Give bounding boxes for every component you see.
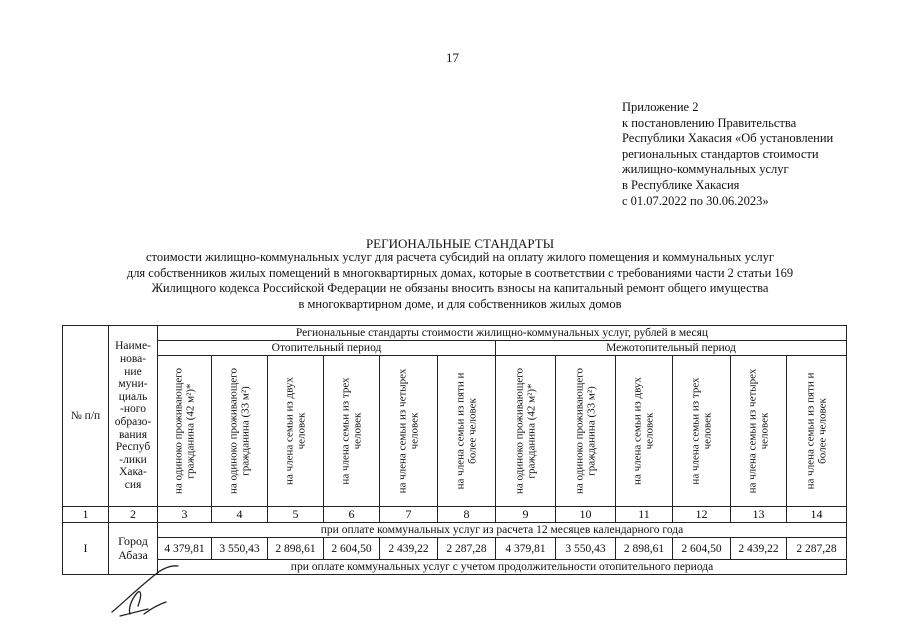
value-cell: 4 379,81 — [158, 538, 212, 560]
appendix-line: с 01.07.2022 по 30.06.2023» — [622, 193, 769, 208]
subheader-label: на члена семьи из четырех человек — [396, 368, 420, 494]
header-nonheating-period: Межотопительный период — [496, 341, 847, 356]
subheader-label: на члена семьи из четырех человек — [746, 368, 770, 494]
column-number: 2 — [109, 507, 158, 523]
subtitle-line: стоимости жилищно-коммунальных услуг для расчета субсидий на оплату жилого помещения и коммунальных услуг — [145, 250, 774, 264]
header-municipality-line: Респуб — [115, 441, 151, 454]
subtitle-line: в многоквартирном доме, и для собственников жилых домов — [298, 296, 622, 311]
header-regional-standards: Региональные стандарты стоимости жилищно-коммунальных услуг, рублей в месяц — [158, 326, 847, 341]
column-number: 13 — [731, 507, 787, 523]
header-municipality-line: Хака- — [119, 466, 147, 479]
appendix-block — [622, 100, 833, 209]
subheader-cell — [673, 356, 731, 507]
column-number: 1 — [63, 507, 109, 523]
subheader-cell — [556, 356, 616, 507]
value-cell: 4 379,81 — [496, 538, 556, 560]
appendix-line: к постановлению Правительства — [622, 115, 797, 130]
column-number: 10 — [556, 507, 616, 523]
appendix-line: в Республике Хакасия — [622, 177, 740, 192]
column-number: 4 — [212, 507, 268, 523]
header-municipality-line: -ного — [120, 403, 146, 416]
subheader-cell — [324, 356, 380, 507]
column-number: 5 — [268, 507, 324, 523]
header-municipality-line: ние — [124, 365, 142, 378]
signature-stroke — [112, 566, 178, 616]
value-cell: 2 439,22 — [731, 538, 787, 560]
header-municipality-line: -лики — [119, 453, 147, 466]
subheader-label: на одиноко проживающего гражданина (42 м²)* — [513, 368, 537, 494]
value-cell: 2 604,50 — [324, 538, 380, 560]
subtitle-line: Жилищного кодекса Российской Федерации не обязаны вносить взносы на капитальный ремонт общего имущества — [151, 281, 769, 295]
value-cell: 3 550,43 — [556, 538, 616, 560]
header-municipality-line: циаль — [118, 390, 148, 403]
header-municipality-line: образо- — [114, 416, 152, 428]
value-cell: 2 287,28 — [438, 538, 496, 560]
subtitle-line: для собственников жилых помещений в многоквартирных домах, которые в соответствии с требованиями части 2 статьи 169 — [126, 265, 794, 280]
page-number: 17 — [446, 50, 459, 65]
value-cell: 2 439,22 — [380, 538, 438, 560]
value-cell: 2 287,28 — [787, 538, 847, 560]
subheader-label: на одиноко проживающего гражданина (42 м²)* — [172, 368, 196, 494]
subheader-label: на члена семьи из двух человек — [631, 377, 655, 485]
standards-table — [62, 325, 847, 575]
subheader-cell — [438, 356, 496, 507]
subheader-cell — [212, 356, 268, 507]
municipality-name: Город Абаза — [109, 523, 158, 575]
subheader-cell — [496, 356, 556, 507]
subheader-cell — [787, 356, 847, 507]
column-number: 12 — [673, 507, 731, 523]
column-number: 7 — [380, 507, 438, 523]
subheader-label: на члена семьи из пяти и более человек — [804, 372, 828, 490]
value-cell: 2 604,50 — [673, 538, 731, 560]
subheader-cell — [616, 356, 673, 507]
column-number: 14 — [787, 507, 847, 523]
subheader-cell — [380, 356, 438, 507]
appendix-line: Республики Хакасия «Об установлении — [622, 131, 834, 146]
column-number: 6 — [324, 507, 380, 523]
value-cell: 2 898,61 — [616, 538, 673, 560]
header-municipality-line: муни- — [118, 378, 148, 391]
subheader-cell — [268, 356, 324, 507]
value-cell: 3 550,43 — [212, 538, 268, 560]
subheader-label: на члена семьи из трех человек — [689, 377, 713, 485]
header-municipality-line: вания — [119, 428, 147, 441]
header-municipality — [109, 326, 158, 507]
header-number: № п/п — [63, 326, 109, 507]
appendix-line: региональных стандартов стоимости — [622, 146, 819, 161]
document-subtitle — [90, 250, 830, 312]
column-number: 9 — [496, 507, 556, 523]
subheader-label: на члена семьи из пяти и более человек — [454, 372, 478, 490]
subheader-label: на члена семьи из трех человек — [339, 377, 363, 485]
value-cell: 2 898,61 — [268, 538, 324, 560]
signature-mark — [108, 562, 188, 622]
header-municipality-line: сия — [124, 478, 142, 491]
band-annual: при оплате коммунальных услуг из расчета 12 месяцев календарного года — [158, 523, 847, 538]
band-heating: при оплате коммунальных услуг с учетом продолжительности отопительного периода — [158, 560, 847, 575]
row-number: I — [63, 523, 109, 575]
appendix-line: жилищно-коммунальных услуг — [622, 162, 789, 177]
subheader-cell — [731, 356, 787, 507]
column-number: 3 — [158, 507, 212, 523]
subheader-label: на одиноко проживающего гражданина (33 м²) — [573, 368, 597, 494]
subheader-label: на одиноко проживающего гражданина (33 м²) — [227, 368, 251, 494]
document-title: РЕГИОНАЛЬНЫЕ СТАНДАРТЫ — [365, 236, 555, 251]
column-number: 8 — [438, 507, 496, 523]
column-number: 11 — [616, 507, 673, 523]
header-municipality-line: нова- — [119, 353, 147, 366]
subheader-cell — [158, 356, 212, 507]
header-municipality-line: Наиме- — [115, 340, 151, 353]
subheader-label: на члена семьи из двух человек — [283, 377, 307, 485]
header-heating-period: Отопительный период — [158, 341, 496, 356]
appendix-line: Приложение 2 — [622, 100, 699, 114]
